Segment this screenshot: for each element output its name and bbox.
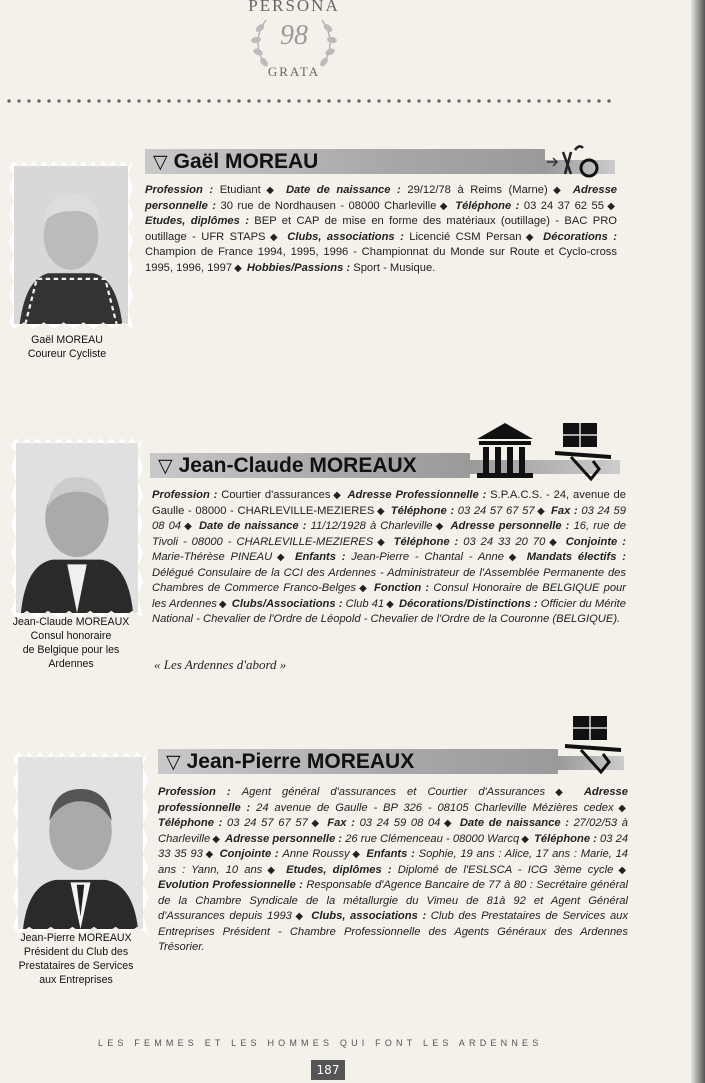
bio-label: Profession : — [145, 184, 214, 196]
diamond-separator-icon: ◆ — [262, 185, 278, 196]
bio-value: Consul Honoraire de BELGIQUE pour les Ardennes — [152, 582, 626, 610]
diamond-separator-icon: ◆ — [547, 536, 559, 548]
bio-label: Profession : — [152, 489, 218, 501]
page-number: 187 — [311, 1060, 345, 1080]
diamond-separator-icon: ◆ — [267, 231, 280, 243]
bio-label: Etudes, diplômes : — [145, 215, 249, 227]
bio-value: Champion de France 1994, 1995, 1996 - Championnat du Monde sur Route et Cyclo-cross 1995, 1996, 1997 — [145, 246, 617, 274]
bio-value: 27/02/53 à Charleville — [158, 817, 628, 845]
bio-label: Fax : — [551, 504, 578, 517]
diamond-separator-icon: ◆ — [536, 505, 546, 517]
page-edge-shadow — [691, 0, 705, 1083]
bio-value: Agent général d'assurances et Courtier d'Assurances — [241, 786, 546, 798]
bio-value: Licencié CSM Persan — [409, 230, 522, 243]
diamond-separator-icon: ◆ — [351, 849, 361, 860]
bio-label: Conjointe : — [565, 535, 626, 548]
bio-value: 03 24 59 08 04 — [359, 817, 441, 829]
bio-value: 30 rue de Nordhausen - 08000 Charleville — [220, 199, 437, 212]
bio-label: Etudes, diplômes : — [286, 863, 392, 876]
bio-value: 16, rue de Tivoli - 08000 - CHARLEVILLE-MEZIERES — [152, 520, 627, 548]
photo-caption — [6, 615, 136, 671]
photo-caption — [6, 931, 146, 987]
page-footer: LES FEMMES ET LES HOMMES QUI FONT LES ARDENNES — [98, 1038, 543, 1048]
diamond-separator-icon: ◆ — [605, 200, 615, 212]
bio-label: Date de naissance : — [285, 184, 401, 196]
bio-value: Jean-Pierre - Chantal - Anne — [351, 551, 504, 563]
biography-text — [158, 785, 628, 956]
bio-value: Délégué Consulaire de la CCI des Ardennes - Administrateur de l'Assemblée Permanente des Chambres de Commerce Franco-Belges — [152, 566, 626, 594]
caption-line: aux Entreprises — [39, 974, 113, 986]
diamond-separator-icon: ◆ — [547, 787, 571, 798]
diamond-separator-icon: ◆ — [293, 911, 305, 922]
diamond-separator-icon: ◆ — [309, 818, 321, 829]
bio-value: Club 41 — [345, 597, 385, 610]
diamond-separator-icon: ◆ — [386, 598, 394, 610]
office-desk-icon — [563, 714, 623, 774]
portrait-photo — [18, 757, 143, 929]
diamond-separator-icon: ◆ — [505, 552, 519, 563]
bio-value: BEP et CAP de mise en forme des matériaux (outillage) - BAC PRO outillage - UFR STAPS — [145, 215, 617, 243]
quote: « Les Ardennes d'abord » — [154, 657, 287, 672]
diamond-separator-icon: ◆ — [442, 818, 454, 829]
bio-value: 03 24 33 20 70 — [463, 535, 546, 548]
bio-value: 03 24 59 08 04 — [152, 504, 626, 532]
office-desk-icon — [553, 421, 613, 481]
bio-value: 03 24 37 62 55 — [523, 199, 604, 212]
name-heading — [145, 149, 545, 174]
bio-label: Téléphone : — [455, 199, 520, 212]
diamond-separator-icon: ◆ — [615, 864, 627, 876]
logo-number: 98 — [280, 20, 308, 51]
bio-label: Adresse personnelle : — [225, 832, 343, 845]
bio-value: Courtier d'assurances — [221, 489, 331, 501]
bio-label: Adresse personnelle : — [450, 520, 570, 532]
bio-label: Hobbies/Passions : — [246, 261, 351, 274]
bio-value: Marie-Thérèse PINEAU — [152, 551, 273, 563]
diamond-separator-icon: ◆ — [549, 185, 565, 196]
portrait-frame — [13, 752, 148, 934]
diamond-separator-icon: ◆ — [183, 521, 193, 532]
bio-value: Sport - Musique. — [353, 261, 436, 274]
bio-value: Etudiant — [219, 184, 261, 196]
bio-label: Clubs/Associations : — [231, 597, 343, 610]
portrait-photo — [14, 166, 128, 324]
dotted-divider — [4, 96, 616, 106]
bio-value: Sophie, 19 ans : Alice, 17 ans : Marie, 14 ans : Yann, 10 ans — [158, 848, 629, 876]
diamond-separator-icon: ◆ — [218, 598, 227, 610]
caption-line: Jean-Claude MOREAUX — [12, 616, 130, 628]
bio-value: 29/12/78 à Reims (Marne) — [407, 184, 548, 196]
bio-label: Enfants : — [366, 848, 415, 860]
bio-value: 03 24 57 67 57 — [457, 504, 535, 517]
bio-value: 03 24 33 35 93 — [158, 832, 629, 860]
caption-line: Ardennes — [48, 658, 94, 670]
triangle-down-icon: ▽ — [153, 152, 168, 173]
building-icon — [475, 421, 535, 479]
triangle-down-icon: ▽ — [158, 456, 173, 477]
persona-grata-logo — [236, 0, 352, 88]
person-name: Gaël MOREAU — [173, 150, 319, 173]
bio-value: 03 24 57 67 57 — [226, 817, 308, 829]
bio-label: Fonction : — [374, 582, 430, 594]
caption-line: de Belgique pour les — [22, 644, 120, 656]
bio-label: Enfants : — [294, 551, 346, 563]
diamond-separator-icon: ◆ — [358, 583, 368, 594]
diamond-separator-icon: ◆ — [264, 864, 278, 876]
bio-value: 24 avenue de Gaulle - BP 326 - 08105 Charleville Mézières cedex — [256, 801, 614, 814]
bio-label: Date de naissance : — [198, 520, 307, 532]
cycling-icon — [545, 140, 607, 182]
bio-value: Diplomé de l'ESLSCA - ICG 3ème cycle — [397, 863, 614, 876]
bio-label: Décorations/Distinctions : — [399, 597, 538, 610]
diamond-separator-icon: ◆ — [234, 262, 242, 274]
person-name: Jean-Pierre MOREAUX — [186, 750, 415, 773]
diamond-separator-icon: ◆ — [615, 802, 626, 814]
caption-line: Président du Club des — [23, 946, 129, 958]
portrait-photo — [16, 443, 138, 613]
diamond-separator-icon: ◆ — [438, 200, 449, 212]
name-heading — [158, 749, 558, 774]
bio-value: 11/12/1928 à Charleville — [310, 520, 433, 532]
bio-label: Fax : — [327, 817, 355, 829]
person-name: Jean-Claude MOREAUX — [178, 454, 417, 477]
diamond-separator-icon: ◆ — [274, 552, 288, 563]
triangle-down-icon: ▽ — [166, 752, 181, 773]
name-heading — [150, 453, 470, 478]
diamond-separator-icon: ◆ — [521, 833, 529, 845]
bio-label: Profession : — [158, 786, 231, 798]
bio-label: Date de naissance : — [459, 817, 569, 829]
bio-label: Adresse professionnelle : — [158, 786, 628, 814]
caption-line: Coureur Cycliste — [27, 348, 107, 360]
bio-label: Téléphone : — [534, 832, 597, 845]
diamond-separator-icon: ◆ — [523, 231, 536, 243]
biography-text — [145, 183, 617, 276]
bio-label: Mandats électifs : — [526, 551, 626, 563]
caption-line: Gaël MOREAU — [31, 334, 103, 346]
biography-text — [152, 488, 626, 628]
bio-label: Evolution Professionnelle : — [158, 879, 303, 891]
bio-value: Anne Roussy — [282, 848, 350, 860]
bio-value: 26 rue Clémenceau - 08000 Warcq — [345, 832, 520, 845]
caption-line: Prestataires de Services — [18, 960, 134, 972]
bio-label: Décorations : — [543, 230, 617, 243]
caption-line: Consul honoraire — [30, 630, 112, 642]
bio-value: Responsable d'Agence Bancaire de 77 à 80 : Secrétaire général de la Chambre Syndicale de la métallurgie du Vimeu de 81à 92 et Agent Général d'Assurances depuis 1993 — [158, 879, 629, 922]
caption-line: Jean-Pierre MOREAUX — [20, 932, 132, 944]
bio-label: Adresse personnelle : — [145, 184, 618, 212]
bio-label: Clubs, associations : — [311, 910, 427, 922]
bio-label: Adresse Professionnelle : — [347, 489, 487, 501]
bio-label: Téléphone : — [393, 535, 459, 548]
bio-value: Officier du Mérite National - Chevalier de l'Ordre de Léopold - Chevalier de l'Ordre de la Couronne (BELGIQUE). — [152, 597, 626, 625]
bio-label: Téléphone : — [158, 817, 223, 829]
diamond-separator-icon: ◆ — [434, 521, 445, 532]
diamond-separator-icon: ◆ — [375, 536, 387, 548]
bio-label: Téléphone : — [390, 504, 455, 517]
photo-caption — [8, 333, 126, 361]
bio-value: S.P.A.C.S. - 24, avenue de Gaulle - 08000 - CHARLEVILLE-MEZIERES — [152, 489, 626, 517]
logo-top-text: PERSONA — [248, 0, 340, 15]
portrait-frame — [9, 161, 133, 329]
bio-value: Club des Prestataires de Services aux Entreprises Président - Chambre Professionnelle des Agents Généraux des Ardennes Trésorier. — [158, 910, 628, 953]
bio-label: Conjointe : — [219, 848, 279, 860]
bio-label: Clubs, associations : — [287, 230, 404, 243]
diamond-separator-icon: ◆ — [332, 490, 342, 501]
diamond-separator-icon: ◆ — [376, 505, 386, 517]
diamond-separator-icon: ◆ — [204, 849, 214, 860]
diamond-separator-icon: ◆ — [212, 833, 220, 845]
logo-bottom-text: GRATA — [267, 64, 321, 79]
portrait-frame — [11, 438, 143, 618]
